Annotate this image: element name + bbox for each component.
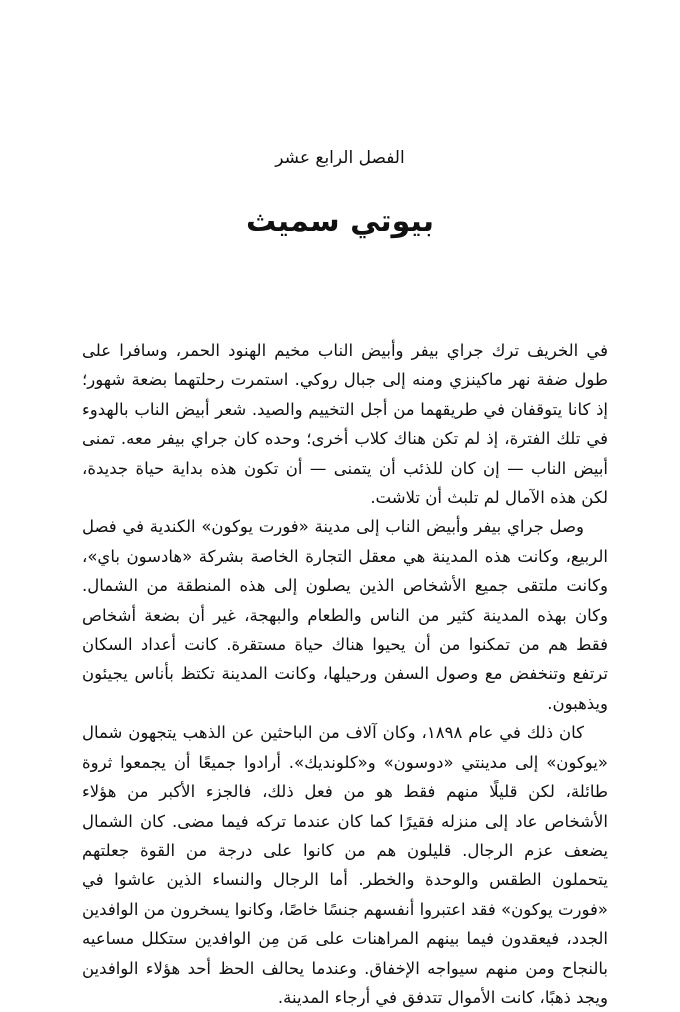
chapter-label: الفصل الرابع عشر <box>275 148 405 168</box>
paragraph-2: وصل جراي بيفر وأبيض الناب إلى مدينة «فورت يوكون» الكندية في فصل الربيع، وكانت هذه المدينة هي معقل التجارة الخاصة بشركة «هادسون باي»، وكانت ملتقى جميع الأشخاص الذين يصلون إلى هذه المنطقة من الشمال. وكان بهذه المدينة كثير من الناس والطعام والبهجة، غير أن بضعة أشخاص فقط هم من تمكنوا من أن يحيوا هناك حياة مستقرة. كانت أعداد السكان ترتفع وتنخفض مع وصول السفن ورحيلها، وكانت المدينة تكتظ بأناس يجيئون ويذهبون. <box>82 517 608 713</box>
chapter-body <box>82 336 608 1012</box>
paragraph-1: في الخريف ترك جراي بيفر وأبيض الناب مخيم الهنود الحمر، وسافرا على طول ضفة نهر ماكينزي ومنه إلى جبال روكي. استمرت رحلتهما بضعة شهور؛ إذ كانا يتوقفان في طريقهما من أجل التخييم والصيد. شعر أبيض الناب بالهدوء في تلك الفترة، إذ لم تكن هناك كلاب أخرى؛ وحده كان جراي بيفر معه. تمنى أبيض الناب — إن كان للذئب أن يتمنى — أن تكون هذه بداية حياة جديدة، لكن هذه الآمال لم تلبث أن تلاشت. <box>82 341 608 508</box>
paragraph-3: كان ذلك في عام ١٨٩٨، وكان آلاف من الباحثين عن الذهب يتجهون شمال «يوكون» إلى مدينتي «دوسون» و«كلونديك». أرادوا جميعًا أن يجمعوا ثروة طائلة، لكن قليلًا منهم فقط هو من فعل ذلك، فالجزء الأكبر من هؤلاء الأشخاص عاد إلى منزله فقيرًا كما كان عندما تركه فيما مضى. كان الشمال يضعف عزم الرجال. قليلون هم من كانوا على درجة من القوة جعلتهم يتحملون الطقس والوحدة والخطر. أما الرجال والنساء الذين عاشوا في «فورت يوكون» فقد اعتبروا أنفسهم جنسًا خاصًا، وكانوا يسخرون من الوافدين الجدد، فيعقدون فيما بينهم المراهنات على مَن مِن الوافدين ستكلل مساعيه بالنجاح ومن منهم سيواجه الإخفاق. وعندما يحالف الحظ أحد هؤلاء الوافدين ويجد ذهبًا، كانت الأموال تتدفق في أرجاء المدينة. <box>82 723 608 1007</box>
chapter-title: بيوتي سميث <box>246 204 434 239</box>
